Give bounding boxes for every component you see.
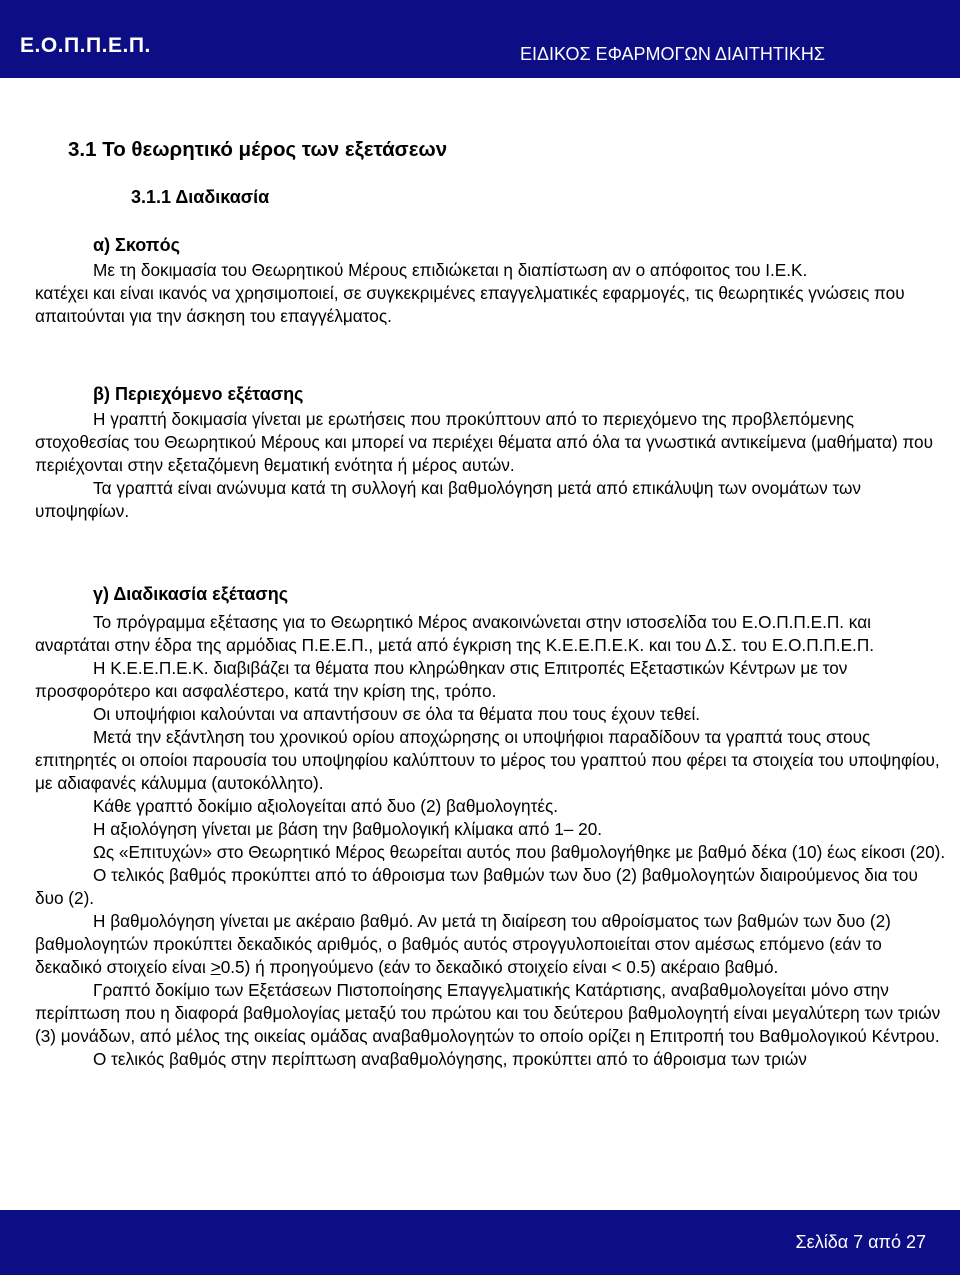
procedure-p7: Ως «Επιτυχών» στο Θεωρητικό Μέρος θεωρείται αυτός που βαθμολογήθηκε με βαθμό δέκα (10) έως είκοσι (20). bbox=[93, 842, 946, 862]
heading-procedure: γ) Διαδικασία εξέτασης bbox=[93, 584, 289, 604]
content-p2: Τα γραπτά είναι ανώνυμα κατά τη συλλογή και βαθμολόγηση μετά από επικάλυψη των ονομάτων των υποψηφίων. bbox=[35, 478, 862, 521]
procedure-p9-a: Η βαθμολόγηση γίνεται με ακέραιο βαθμό. Αν μετά τη διαίρεση του αθροίσματος των βαθμών των δυο (2) βαθμολογητών προκύπτει δεκαδικός αριθμός, ο βαθμός αυτός στρογγυλοποιείται στον αμέσως επόμενο (εάν το δεκαδικό στοιχείο είναι bbox=[35, 911, 891, 977]
section-title: 3.1 Το θεωρητικό μέρος των εξετάσεων bbox=[68, 138, 448, 161]
purpose-paragraph bbox=[35, 282, 947, 328]
procedure-p9 bbox=[35, 910, 947, 979]
procedure-p3: Οι υποψήφιοι καλούνται να απαντήσουν σε όλα τα θέματα που τους έχουν τεθεί. bbox=[93, 704, 701, 724]
content-paragraphs bbox=[35, 408, 947, 523]
content-p1: Η γραπτή δοκιμασία γίνεται με ερωτήσεις που προκύπτουν από το περιεχόμενο της προβλεπόμενης στοχοθεσίας του Θεωρητικού Μέρους και μπορεί να περιέχει θέματα από όλα τα γνωστικά αντικείμενα (μαθήματα) που περιέχονται στην εξεταζόμενη θεματική ενότητα ή μέρος αυτών. bbox=[35, 409, 934, 475]
procedure-p2: Η Κ.Ε.Ε.Π.Ε.Κ. διαβιβάζει τα θέματα που κληρώθηκαν στις Επιτροπές Εξεταστικών Κέντρων με τον προσφορότερο και ασφαλέστερο, κατά την κρίση της, τρόπο. bbox=[35, 658, 848, 701]
procedure-paragraphs bbox=[35, 611, 947, 1071]
procedure-p8: Ο τελικός βαθμός προκύπτει από το άθροισμα των βαθμών των δυο (2) βαθμολογητών διαιρούμενος δια του δυο (2). bbox=[35, 865, 918, 908]
procedure-p5: Κάθε γραπτό δοκίμιο αξιολογείται από δυο (2) βαθμολογητές. bbox=[93, 796, 559, 816]
purpose-line-1: Με τη δοκιμασία του Θεωρητικού Μέρους επιδιώκεται η διαπίστωση αν ο απόφοιτος του Ι.Ε.Κ. bbox=[93, 260, 808, 280]
procedure-p6: Η αξιολόγηση γίνεται με βάση την βαθμολογική κλίμακα από 1– 20. bbox=[93, 819, 603, 839]
section-subtitle: 3.1.1 Διαδικασία bbox=[131, 187, 270, 207]
header-org: Ε.Ο.Π.Π.Ε.Π. bbox=[20, 34, 151, 57]
page-number: Σελίδα 7 από 27 bbox=[795, 1232, 926, 1252]
heading-purpose: α) Σκοπός bbox=[93, 235, 180, 255]
heading-content: β) Περιεχόμενο εξέτασης bbox=[93, 384, 304, 404]
page-footer bbox=[0, 1210, 960, 1275]
procedure-p1: Το πρόγραμμα εξέτασης για το Θεωρητικό Μέρος ανακοινώνεται στην ιστοσελίδα του Ε.Ο.Π.Π.Ε.Π. και αναρτάται στην έδρα της αρμόδιας Π.Ε.Ε.Π., μετά από έγκριση της Κ.Ε.Ε.Π.Ε.Κ. και του Δ.Σ. του Ε.Ο.Π.Π.Ε.Π. bbox=[35, 612, 875, 655]
page-header bbox=[0, 0, 960, 78]
procedure-p9-b: 0.5) ή προηγούμενο (εάν το δεκαδικό στοιχείο είναι < 0.5) ακέραιο βαθμό. bbox=[220, 957, 779, 977]
procedure-p4: Μετά την εξάντληση του χρονικού ορίου αποχώρησης οι υποψήφιοι παραδίδουν τα γραπτά τους στους επιτηρητές οι οποίοι παρουσία του υποψηφίου καλύπτουν το μέρος του γραπτού που φέρει τα στοιχεία του υποψηφίου, με αδιαφανές κάλυμμα (αυτοκόλλητο). bbox=[35, 727, 940, 793]
procedure-p10: Γραπτό δοκίμιο των Εξετάσεων Πιστοποίησης Επαγγελματικής Κατάρτισης, αναβαθμολογείται μόνο στην περίπτωση που η διαφορά βαθμολογίας μεταξύ του πρώτου και του δεύτερου βαθμολογητή είναι μεγαλύτερη των τριών (3) μονάδων, από μέλος της οικείας ομάδας αναβαθμολογητών το οποίο ορίζει η Επιτροπή του Βαθμολογικού Κέντρου. bbox=[35, 980, 941, 1046]
procedure-p11: Ο τελικός βαθμός στην περίπτωση αναβαθμολόγησης, προκύπτει από το άθροισμα των τριών bbox=[93, 1049, 807, 1069]
procedure-p9-u: > bbox=[210, 957, 221, 977]
purpose-rest: κατέχει και είναι ικανός να χρησιμοποιεί, σε συγκεκριμένες επαγγελματικές εφαρμογές, τις θεωρητικές γνώσεις που απαιτούνται για την άσκηση του επαγγέλματος. bbox=[35, 283, 905, 326]
header-specialty: ΕΙΔΙΚΟΣ ΕΦΑΡΜΟΓΩΝ ΔΙΑΙΤΗΤΙΚΗΣ bbox=[520, 44, 825, 64]
